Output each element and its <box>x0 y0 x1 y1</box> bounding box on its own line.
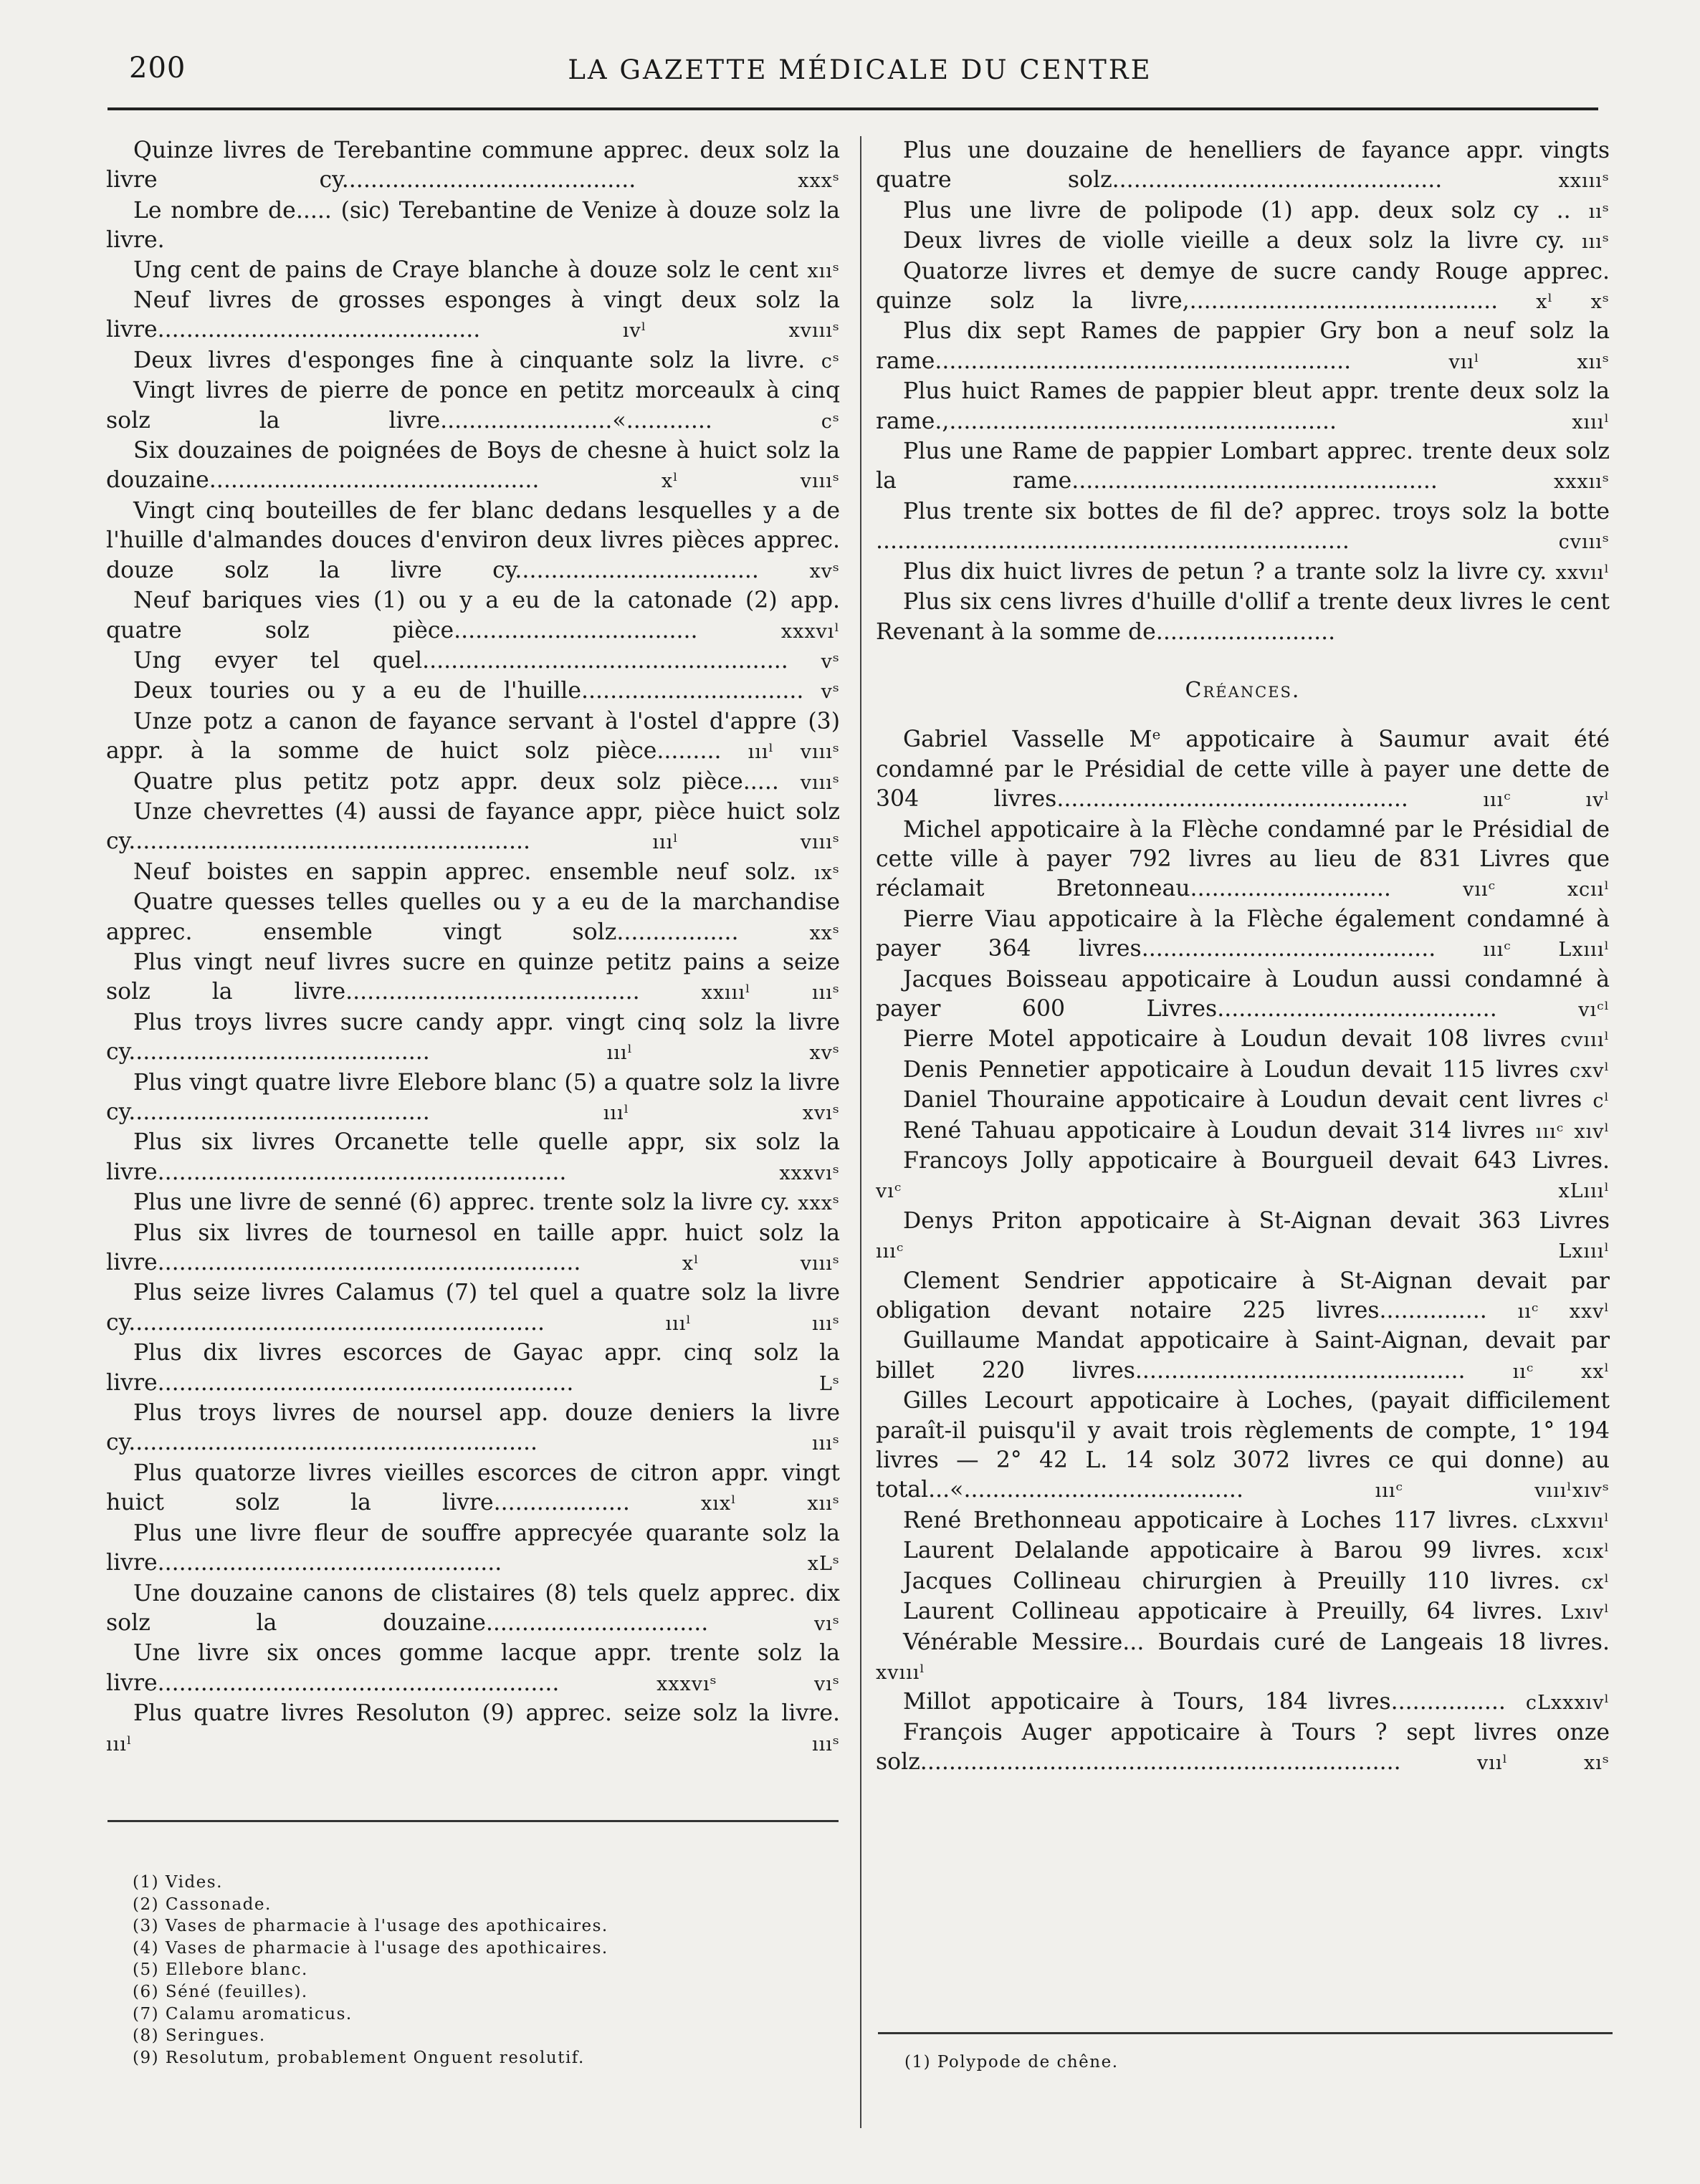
entry-text: Gabriel Vasselle Mᵉ appoticaire à Saumur avait été condamné par le Présidial de cette ville à payer une dette de 304 livres................................................. <box>876 727 1610 813</box>
inventory-entry <box>876 965 1610 1025</box>
inventory-entry <box>106 676 840 707</box>
entry-amount: vıᶜ xLıııˡ <box>876 1180 1610 1203</box>
entry-amount: cˢ <box>821 410 840 433</box>
entry-text: Neuf bariques vies (1) ou y a eu de la catonade (2) app. quatre solz pièce.................................. <box>106 588 840 643</box>
entry-text: René Brethonneau appoticaire à Loches 117 livres. <box>903 1507 1519 1533</box>
entry-amount: ııᶜ xxvˡ <box>1517 1301 1610 1323</box>
inventory-entry <box>106 586 840 646</box>
inventory-entry <box>106 376 840 436</box>
inventory-entry <box>876 1506 1610 1536</box>
entry-amount: vıııˢ <box>800 771 840 794</box>
entry-amount: xxvııˡ <box>1555 561 1610 584</box>
entry-text: Plus trente six bottes de fil de? apprec. troys solz la botte .................................................................. <box>876 498 1610 555</box>
inventory-entry <box>106 707 840 767</box>
entry-amount: ıxˢ <box>814 861 840 884</box>
entry-text: Pierre Viau appoticaire à la Flèche également condamné à payer 364 livres......................................... <box>876 906 1610 962</box>
entry-amount: xıxˡ xııˢ <box>701 1493 840 1515</box>
entry-amount: xıııˡ <box>1572 411 1610 434</box>
inventory-entry <box>876 905 1610 965</box>
inventory-entry <box>106 1008 840 1068</box>
entry-amount: ıııᶜ vıııˡxıvˢ <box>1375 1480 1610 1503</box>
entry-text: Unze potz a canon de fayance servant à l'ostel d'appre (3) appr. à la somme de huict solz pièce......... <box>106 708 840 765</box>
inventory-entry <box>876 1146 1610 1207</box>
page-number: 200 <box>129 52 186 85</box>
creances-heading: Créances. <box>1185 677 1301 703</box>
entry-amount: vˢ <box>821 681 840 704</box>
footnote: (8) Seringues. <box>133 2026 266 2046</box>
inventory-entry <box>106 346 840 376</box>
inventory-entry <box>876 1567 1610 1597</box>
entry-text: Plus six livres Orcanette telle quelle appr, six solz la livre......................................................... <box>106 1129 840 1185</box>
inventory-entry <box>106 888 840 948</box>
inventory-entry <box>876 497 1610 557</box>
inventory-entry <box>876 725 1610 815</box>
inventory-entry <box>876 196 1610 226</box>
entry-text: Plus quatre livres Resoluton (9) apprec. seize solz la livre. <box>133 1700 840 1727</box>
entry-text: Une livre six onces gomme lacque appr. trente solz la livre........................................................ <box>106 1640 840 1696</box>
entry-amount: xxxııˢ <box>1553 471 1610 494</box>
entry-amount: Lˢ <box>818 1372 840 1395</box>
entry-text: Gilles Lecourt appoticaire à Loches, (payait difficilement paraît-il puisqu'il y avait trois règlements de compte, 1° 194 livres — 2° 42 L. 14 solz 3072 livres ce qui donne) au total...«....................................... <box>876 1388 1610 1503</box>
footnote: (3) Vases de pharmacie à l'usage des apothicaires. <box>133 1917 608 1936</box>
entry-amount: Lxıvˡ <box>1560 1601 1610 1624</box>
entry-text: Neuf boistes en sappin apprec. ensemble neuf solz. <box>133 858 797 885</box>
inventory-entry <box>876 1055 1610 1086</box>
entry-amount: ıııˡ ıııˢ <box>665 1312 841 1335</box>
entry-text: Daniel Thouraine appoticaire à Loudun devait cent livres <box>903 1087 1582 1113</box>
entry-text: Plus dix sept Rames de pappier Gry bon a neuf solz la rame.......................................................... <box>876 318 1610 374</box>
entry-amount: ıııᶜ xıvˡ <box>1535 1120 1610 1143</box>
journal-title: LA GAZETTE MÉDICALE DU CENTRE <box>568 54 1152 85</box>
inventory-entry <box>106 286 840 346</box>
footnote: (6) Séné (feuilles). <box>133 1982 308 2001</box>
page-header <box>122 52 1598 95</box>
inventory-entry <box>106 1459 840 1519</box>
entry-text: Quatre plus petitz potz appr. deux solz pièce..... <box>133 768 779 795</box>
inventory-entry <box>876 1628 1610 1688</box>
entry-text: Quatorze livres et demye de sucre candy Rouge apprec. quinze solz la livre,........................................... <box>876 258 1610 315</box>
entry-text: Michel appoticaire à la Flèche condamné par le Présidial de cette ville à payer 792 livres au lieu de 831 Livres que réclamait Bretonneau............................ <box>876 816 1610 902</box>
entry-amount: ıvˡ xvıııˢ <box>622 320 840 343</box>
inventory-entry <box>106 798 840 858</box>
inventory-entry <box>876 226 1610 257</box>
entry-text: Plus six livres de tournesol en taille appr. huict solz la livre........................................................... <box>106 1220 840 1276</box>
entry-amount: ııˢ <box>1588 200 1610 223</box>
inventory-entry <box>876 437 1610 497</box>
footnote: (4) Vases de pharmacie à l'usage des apothicaires. <box>133 1938 608 1958</box>
left-column <box>106 136 840 1759</box>
entry-amount: ıııᶜ ıvˡ <box>1483 789 1610 812</box>
entry-text: Laurent Collineau appoticaire à Preuilly, 64 livres. <box>903 1599 1543 1625</box>
entry-amount: ııᶜ xxˡ <box>1512 1360 1610 1383</box>
entry-amount: vııˡ xıˢ <box>1477 1752 1610 1775</box>
inventory-entry <box>876 1326 1610 1386</box>
entry-amount: vııˡ xııˢ <box>1448 350 1610 373</box>
entry-amount: vˢ <box>821 650 840 673</box>
inventory-entry <box>876 557 1610 588</box>
footnote: (5) Ellebore blanc. <box>133 1960 308 1980</box>
inventory-entry <box>876 377 1610 437</box>
entry-text: Laurent Delalande appoticaire à Barou 99 livres. <box>903 1538 1542 1564</box>
entry-text: Guillaume Mandat appoticaire à Saint-Aignan, devait par billet 220 livres.............................................. <box>876 1328 1610 1384</box>
inventory-entry <box>106 497 840 586</box>
entry-text: Plus une livre de senné (6) apprec. trente solz la livre cy. <box>133 1189 791 1216</box>
entry-amount: xˡ vıııˢ <box>661 470 841 493</box>
entry-text: Plus six cens livres d'huille d'ollif a trente deux livres le cent Revenant à la somme de......................... <box>876 589 1610 645</box>
entry-text: Plus huict Rames de pappier bleut appr. trente deux solz la rame.,...................................................... <box>876 378 1610 434</box>
entry-text: Plus quatorze livres vieilles escorces de citron appr. vingt huict solz la livre................... <box>106 1460 840 1516</box>
footnote: (1) Vides. <box>133 1873 223 1892</box>
entry-amount: xııˢ <box>807 259 841 282</box>
entry-text: Francoys Jolly appoticaire à Bourgueil devait 643 Livres. <box>903 1148 1610 1174</box>
entry-amount: xˡ vıııˢ <box>682 1253 840 1275</box>
entry-text: Plus dix huict livres de petun ? a trante solz la livre cy. <box>903 558 1547 585</box>
footnotes-right <box>904 2051 1585 2074</box>
header-rule <box>108 107 1598 110</box>
entry-text: Clement Sendrier appoticaire à St-Aignan devait par obligation devant notaire 225 livres............... <box>876 1268 1610 1324</box>
inventory-entry <box>106 196 840 256</box>
entry-amount: vıˢ <box>814 1612 840 1635</box>
footnote: (9) Resolutum, probablement Onguent resolutif. <box>133 2048 585 2067</box>
entry-text: Pierre Motel appoticaire à Loudun devait 108 livres <box>903 1026 1547 1053</box>
inventory-entry <box>106 256 840 286</box>
entry-text: Deux livres de violle vieille a deux solz la livre cy. <box>903 228 1565 254</box>
entry-amount: xxxvıˢ <box>779 1162 840 1184</box>
entry-amount: xxxˢ <box>798 170 840 193</box>
entry-amount: vıᶜˡ <box>1578 998 1610 1021</box>
inventory-entry <box>106 1128 840 1188</box>
entry-text: Plus une Rame de pappier Lombart apprec. trente deux solz la rame................................................... <box>876 439 1610 494</box>
inventory-entry <box>106 1579 840 1639</box>
entry-text: Jacques Boisseau appoticaire à Loudun aussi condamné à payer 600 Livres....................................... <box>876 966 1610 1022</box>
entry-amount: vııᶜ xcııˡ <box>1463 878 1610 901</box>
entry-text: Le nombre de..... (sic) Terebantine de Venize à douze solz la livre. <box>106 197 840 254</box>
entry-amount: ıııˡ xvıˢ <box>603 1102 840 1124</box>
inventory-entry <box>876 257 1610 317</box>
entry-amount: xvˢ <box>809 560 841 583</box>
inventory-entry <box>106 858 840 888</box>
entry-text: Millot appoticaire à Tours, 184 livres................ <box>903 1689 1506 1715</box>
entry-amount: xcıxˡ <box>1562 1541 1610 1563</box>
inventory-entry <box>876 1718 1610 1778</box>
inventory-entry <box>876 588 1610 647</box>
entry-text: Plus une livre fleur de souffre apprecyée quarante solz la livre................................................ <box>106 1520 840 1576</box>
entry-text: Quinze livres de Terebantine commune apprec. deux solz la livre cy......................................... <box>106 138 840 193</box>
entry-amount: xxxˢ <box>798 1192 841 1215</box>
inventory-entry <box>876 1207 1610 1267</box>
inventory-entry <box>876 136 1610 196</box>
footnote: (1) Polypode de chêne. <box>904 2053 1119 2072</box>
entry-amount: cxvˡ <box>1569 1059 1610 1082</box>
footnote: (2) Cassonade. <box>133 1895 272 1914</box>
footnote-rule-right <box>878 2032 1613 2034</box>
entry-amount: xˡ xˢ <box>1536 291 1610 314</box>
entry-text: Plus vingt neuf livres sucre en quinze petitz pains a seize solz la livre......................................... <box>106 949 840 1005</box>
entry-text: Plus une livre de polipode (1) app. deux solz cy .. <box>903 197 1571 224</box>
entry-amount: xxıııˢ <box>1558 170 1610 193</box>
entry-text: Plus vingt quatre livre Elebore blanc (5) a quatre solz la livre cy.......................................... <box>106 1069 840 1125</box>
inventory-entry <box>106 436 840 497</box>
entry-text: Une douzaine canons de clistaires (8) tels quelz apprec. dix solz la douzaine............................... <box>106 1580 840 1636</box>
entry-amount: ıııˡ ıııˢ <box>106 1733 840 1756</box>
column-divider <box>860 136 861 2128</box>
entry-text: Ung evyer tel quel................................................... <box>133 647 788 674</box>
inventory-entry <box>106 646 840 676</box>
entry-text: Deux touries ou y a eu de l'huille............................... <box>133 678 804 704</box>
entry-amount: cˡ <box>1592 1090 1610 1113</box>
inventory-entry <box>106 1068 840 1129</box>
inventory-entry <box>876 815 1610 905</box>
inventory-entry <box>876 1597 1610 1627</box>
entry-amount: ıııˢ <box>1582 231 1610 254</box>
inventory-entry <box>876 1267 1610 1327</box>
entry-amount: ıııˡ vıııˢ <box>652 831 841 854</box>
right-column <box>876 136 1610 1778</box>
entry-amount: ıııᶜ Lxıııˡ <box>1483 939 1610 962</box>
entry-amount: xxıııˡ ıııˢ <box>701 982 840 1005</box>
entry-amount: cvıııˡ <box>1560 1029 1610 1052</box>
footnotes-left <box>133 1872 821 2069</box>
creances-list <box>876 725 1610 1778</box>
inventory-entry <box>106 1699 840 1759</box>
entry-text: Unze chevrettes (4) aussi de fayance appr, pièce huict solz cy........................................................ <box>106 798 840 855</box>
entry-text: Six douzaines de poignées de Boys de chesne à huict solz la douzaine.............................................. <box>106 438 840 494</box>
entry-text: François Auger appoticaire à Tours ? sept livres onze solz................................................................... <box>876 1719 1610 1776</box>
inventory-entry <box>106 1519 840 1579</box>
inventory-entry <box>106 1188 840 1218</box>
entry-amount: xvıııˡ <box>876 1661 925 1684</box>
inventory-entry <box>106 1639 840 1699</box>
entry-amount: ıııˡ vıııˢ <box>748 741 841 764</box>
inventory-entry <box>876 1687 1610 1718</box>
inventory-entry <box>106 1278 840 1338</box>
entry-text: Jacques Collineau chirurgien à Preuilly 110 livres. <box>903 1568 1561 1594</box>
entry-text: Plus dix livres escorces de Gayac appr. cinq solz la livre.......................................................... <box>106 1340 840 1396</box>
entry-amount: xxˢ <box>809 921 840 944</box>
inventory-entry <box>876 1536 1610 1566</box>
entry-text: Ung cent de pains de Craye blanche à douze solz le cent <box>133 257 799 283</box>
entry-text: Denis Pennetier appoticaire à Loudun devait 115 livres <box>903 1056 1560 1083</box>
entry-amount: cˢ <box>821 350 841 373</box>
entry-text: Denys Priton appoticaire à St-Aignan devait 363 Livres <box>903 1207 1610 1234</box>
entry-text: Plus seize livres Calamus (7) tel quel a quatre solz la livre cy.......................................................... <box>106 1280 840 1336</box>
entry-amount: ıııˡ xvˢ <box>606 1042 841 1065</box>
entry-amount: ıııˢ <box>811 1432 840 1455</box>
inventory-entry <box>876 1116 1610 1146</box>
entry-text: Plus troys livres sucre candy appr. vingt cinq solz la livre cy.......................................... <box>106 1009 840 1065</box>
entry-text: Vingt livres de pierre de ponce en petitz morceaulx à cinq solz la livre........................«............ <box>106 378 840 434</box>
entry-text: Plus une douzaine de henelliers de fayance appr. vingts quatre solz.............................................. <box>876 138 1610 193</box>
inventory-entry <box>106 136 840 196</box>
footnote-rule-left <box>108 1820 839 1822</box>
inventory-entry <box>106 1338 840 1399</box>
inventory-entry <box>106 1399 840 1459</box>
entry-amount: xLˢ <box>807 1553 840 1576</box>
inventory-entry <box>106 1219 840 1279</box>
inventory-entry <box>876 317 1610 377</box>
inventory-entry <box>876 1386 1610 1506</box>
entry-text: Plus troys livres de noursel app. douze deniers la livre cy......................................................... <box>106 1400 840 1456</box>
entry-text: Deux livres d'esponges fine à cinquante solz la livre. <box>133 347 806 373</box>
inventory-list-continued <box>876 136 1610 647</box>
entry-amount: xxxvıˢ vıˢ <box>656 1672 840 1695</box>
entry-text: René Tahuau appoticaire à Loudun devait 314 livres <box>903 1117 1526 1144</box>
footnote: (7) Calamu aromaticus. <box>133 2004 353 2023</box>
inventory-entry <box>876 1025 1610 1055</box>
entry-amount: cLxxvııˡ <box>1530 1510 1610 1533</box>
entry-amount: xxxvıˡ <box>780 620 840 643</box>
entry-amount: cLxxxıvˡ <box>1525 1692 1610 1715</box>
inventory-entry <box>876 1086 1610 1116</box>
entry-text: Vénérable Messire... Bourdais curé de Langeais 18 livres. <box>903 1629 1610 1655</box>
entry-amount: cvıııˢ <box>1558 531 1610 554</box>
entry-text: Vingt cinq bouteilles de fer blanc dedans lesquelles y a de l'huille d'almandes douces d'environ deux livres pièces apprec. douze solz la livre cy.................................. <box>106 497 840 583</box>
entry-text: Quatre quesses telles quelles ou y a eu de la marchandise apprec. ensemble vingt solz................. <box>106 889 840 945</box>
entry-amount: cxˡ <box>1581 1571 1610 1594</box>
inventory-entry <box>106 948 840 1008</box>
entry-amount: ıııᶜ Lxıııˡ <box>876 1240 1610 1263</box>
entry-text: Neuf livres de grosses esponges à vingt deux solz la livre............................................. <box>106 287 840 343</box>
inventory-entry <box>106 767 840 798</box>
